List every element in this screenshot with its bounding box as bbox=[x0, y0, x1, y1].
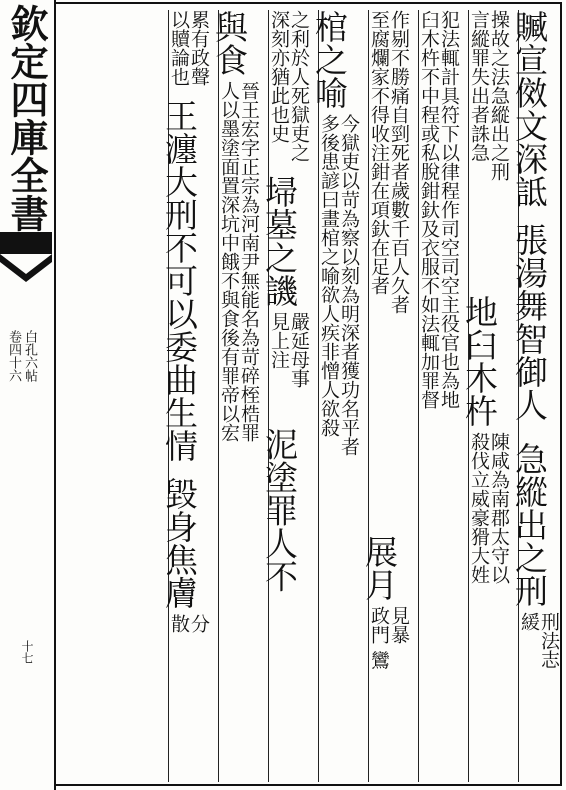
entry-heading: 王瀍大刑不可以委曲生情 bbox=[160, 99, 199, 463]
entry-heading: 地臼木杵 bbox=[460, 295, 499, 428]
text-column-6 bbox=[260, 10, 310, 782]
annotation: 分 散 bbox=[168, 614, 210, 634]
annotation: 作剔不勝痛自剄死者歲數千百人久者 至腐爛家不得收注鉗在項釱在足者 bbox=[368, 10, 410, 314]
annotation: 今獄吏以苛為察以刻為明深者獲功名平者 多後患諺曰畫棺之喻欲人疾非憎人欲殺 bbox=[318, 114, 360, 457]
entry-heading: 毀身焦膚 bbox=[160, 477, 199, 610]
annotation: 刑法志 緩 bbox=[518, 612, 560, 670]
page-margin bbox=[0, 0, 56, 790]
entry-heading: 贓宣傚文深詆 bbox=[510, 10, 549, 208]
fish-tail-ornament bbox=[0, 232, 52, 312]
book-name-note: 白孔六帖 bbox=[22, 330, 37, 382]
text-column-7 bbox=[210, 10, 260, 782]
entry-heading: 泥塗罪人不 bbox=[260, 427, 299, 593]
page-number: 十七 bbox=[20, 640, 34, 664]
annotation: 陳咸為南郡太守以 殺伐立威豪猾大姓 bbox=[468, 432, 510, 585]
annotation: 之利於人死獄吏之 深刻亦猶此也史 bbox=[268, 10, 310, 162]
text-column-3 bbox=[418, 10, 459, 782]
entry-heading: 棺之喻 bbox=[310, 10, 349, 109]
volume-note: 卷四十六 bbox=[6, 330, 21, 382]
annotation: 見暴 政門 鸞 bbox=[368, 606, 410, 670]
entry-heading: 與食 bbox=[210, 10, 249, 76]
annotation: 累有政聲 以贖論也 bbox=[168, 10, 210, 86]
text-column-4 bbox=[360, 10, 410, 782]
entry-heading: 展月 bbox=[360, 535, 399, 602]
book-title: 欽定四庫全書 bbox=[4, 4, 49, 232]
text-column-2 bbox=[460, 10, 510, 782]
annotation: 晉王宏字正宗為河南尹無能名為苛碎桎梏罪 人以墨塗面置深坑中餓不與食後有罪帝以宏 bbox=[218, 81, 260, 443]
text-column-1 bbox=[510, 10, 560, 782]
text-column-5 bbox=[310, 10, 360, 782]
annotation: 嚴延母事 見上注 bbox=[268, 312, 310, 389]
entry-heading: 埽墓之譏 bbox=[260, 175, 299, 308]
entry-heading: 急縱出之刑 bbox=[510, 442, 549, 608]
entry-heading: 張湯舞智御人 bbox=[510, 223, 549, 422]
annotation: 犯法輒計具符下以律程作司空司空主役官也為地 臼木杵不中程或私脫鉗釱及衣服不如法輒加罪督 bbox=[418, 10, 460, 409]
text-frame bbox=[56, 2, 562, 786]
annotation: 操故之法急縱出之刑 言縱罪失出者誅急 bbox=[468, 10, 510, 181]
text-column-8 bbox=[160, 10, 210, 782]
